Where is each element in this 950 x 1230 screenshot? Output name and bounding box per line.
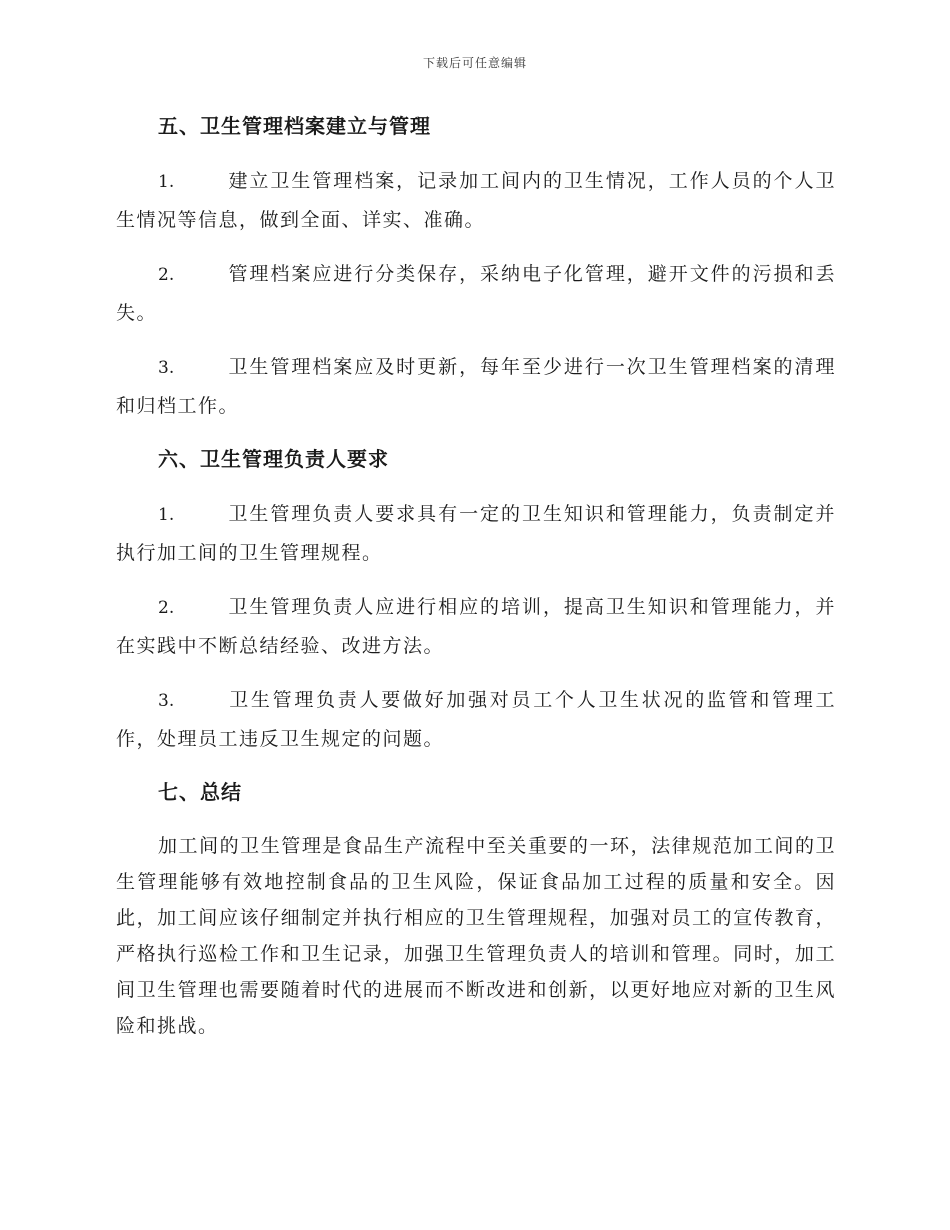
item-text: 卫生管理负责人要做好加强对员工个人卫生状况的监管和管理工作，处理员工违反卫生规定的问题。 (116, 689, 836, 750)
item-number: 2. (158, 598, 175, 618)
summary-paragraph: 加工间的卫生管理是食品生产流程中至关重要的一环，法律规范加工间的卫生管理能够有效地控制食品的卫生风险，保证食品加工过程的质量和安全。因此，加工间应该仔细制定并执行相应的卫生管理规程，加强对员工的宣传教育，严格执行巡检工作和卫生记录，加强卫生管理负责人的培训和管理。同时，加工间卫生管理也需要随着时代的进展而不断改进和创新，以更好地应对新的卫生风险和挑战。 (116, 835, 836, 1037)
list-item (116, 162, 836, 239)
item-number: 3. (158, 691, 175, 711)
item-text: 建立卫生管理档案，记录加工间内的卫生情况，工作人员的个人卫生情况等信息，做到全面、详实、准确。 (116, 170, 836, 231)
list-item (116, 588, 836, 665)
item-text: 卫生管理档案应及时更新，每年至少进行一次卫生管理档案的清理和归档工作。 (116, 356, 836, 417)
document-body (116, 108, 836, 1044)
list-item (116, 495, 836, 572)
section-heading-7: 七、总结 (158, 780, 242, 804)
item-number: 1. (158, 505, 175, 525)
section-heading-6: 六、卫生管理负责人要求 (158, 447, 389, 471)
item-text: 卫生管理负责人要求具有一定的卫生知识和管理能力，负责制定并执行加工间的卫生管理规程。 (116, 503, 836, 564)
item-text: 卫生管理负责人应进行相应的培训，提高卫生知识和管理能力，并在实践中不断总结经验、改进方法。 (116, 596, 836, 657)
item-text: 管理档案应进行分类保存，采纳电子化管理，避开文件的污损和丢失。 (116, 263, 836, 324)
section-heading-5: 五、卫生管理档案建立与管理 (158, 114, 431, 138)
header-note: 下载后可任意编辑 (422, 56, 527, 70)
list-item (116, 255, 836, 332)
item-number: 3. (158, 358, 175, 378)
list-item (116, 681, 836, 758)
item-number: 2. (158, 265, 175, 285)
item-number: 1. (158, 172, 175, 192)
list-item (116, 348, 836, 425)
